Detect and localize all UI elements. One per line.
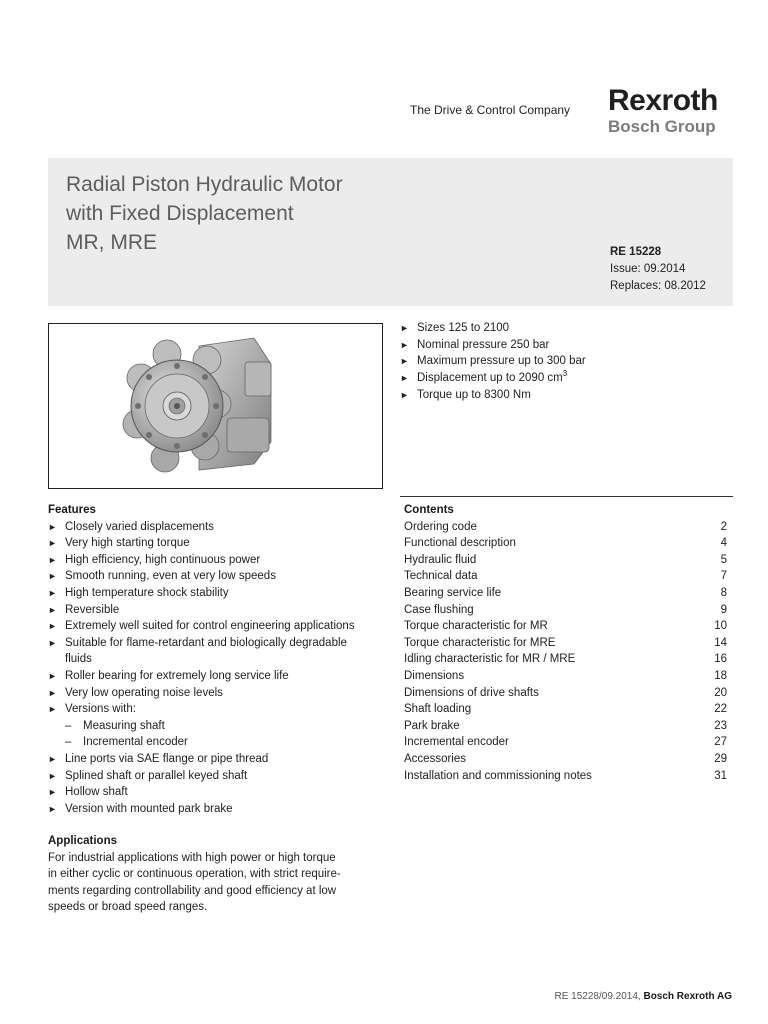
feature-item: ► Reversible	[48, 602, 388, 619]
dash-icon: –	[65, 736, 72, 749]
bullet-arrow-icon: ►	[48, 770, 57, 781]
bullet-arrow-icon: ►	[48, 538, 57, 549]
applications-section	[48, 833, 388, 916]
feature-subitem: – Measuring shaft	[48, 718, 388, 735]
applications-text	[48, 850, 388, 916]
feature-item: ► Smooth running, even at very low speeds	[48, 568, 388, 585]
toc-entry[interactable]	[400, 685, 733, 702]
bullet-arrow-icon: ►	[48, 637, 57, 648]
table-of-contents	[400, 496, 733, 784]
toc-entry[interactable]	[400, 768, 733, 785]
spec-item: ► Sizes 125 to 2100	[400, 320, 586, 337]
toc-entry[interactable]	[400, 602, 733, 619]
bullet-arrow-icon: ►	[48, 753, 57, 764]
toc-page-number: 2	[720, 520, 727, 533]
document-title	[66, 170, 343, 257]
bullet-arrow-icon: ►	[48, 803, 57, 814]
toc-label: Bearing service life	[404, 586, 502, 599]
bullet-arrow-icon: ►	[48, 554, 57, 565]
spec-item: ► Torque up to 8300 Nm	[400, 387, 586, 404]
toc-entry[interactable]	[400, 585, 733, 602]
features-heading: Features	[48, 504, 96, 516]
re-number: RE 15228	[610, 246, 662, 258]
features-section	[48, 502, 388, 817]
toc-entry[interactable]	[400, 535, 733, 552]
toc-label: Accessories	[404, 752, 466, 765]
toc-label: Torque characteristic for MR	[404, 620, 548, 633]
feature-item: ► Version with mounted park brake	[48, 801, 388, 818]
feature-subitem: – Incremental encoder	[48, 734, 388, 751]
applications-line: ments regarding controllability and good efficiency at low	[48, 884, 337, 897]
bullet-arrow-icon: ►	[48, 587, 57, 598]
feature-item: ► Line ports via SAE flange or pipe thread	[48, 751, 388, 768]
feature-item: ► Very low operating noise levels	[48, 685, 388, 702]
title-box	[48, 158, 733, 306]
toc-label: Idling characteristic for MR / MRE	[404, 653, 576, 666]
product-image	[48, 323, 383, 489]
bullet-arrow-icon: ►	[400, 373, 409, 384]
toc-label: Dimensions	[404, 669, 465, 682]
feature-item: ► Closely varied displacements	[48, 519, 388, 536]
bullet-arrow-icon: ►	[400, 339, 409, 350]
bullet-arrow-icon: ►	[48, 687, 57, 698]
feature-item: ► Suitable for flame-retardant and biologically degradable	[48, 635, 388, 652]
brand-group: Bosch Group	[608, 117, 716, 136]
toc-page-number: 8	[720, 586, 727, 599]
applications-heading: Applications	[48, 835, 118, 847]
toc-page-number: 27	[714, 736, 727, 749]
toc-entry[interactable]	[400, 718, 733, 735]
toc-page-number: 29	[714, 752, 727, 765]
toc-page-number: 23	[714, 719, 727, 732]
feature-item: ► Roller bearing for extremely long service life	[48, 668, 388, 685]
toc-entry[interactable]	[400, 701, 733, 718]
toc-label: Dimensions of drive shafts	[404, 686, 539, 699]
feature-item: ► High temperature shock stability	[48, 585, 388, 602]
hydraulic-motor-illustration	[49, 324, 382, 488]
applications-line: speeds or broad speed ranges.	[48, 901, 208, 914]
feature-item: ► Extremely well suited for control engineering applications	[48, 618, 388, 635]
applications-line: in either cyclic or continuous operation, with strict require-	[48, 868, 341, 881]
toc-label: Technical data	[404, 570, 478, 583]
toc-page-number: 5	[720, 553, 727, 566]
toc-label: Case flushing	[404, 603, 474, 616]
bullet-arrow-icon: ►	[400, 323, 409, 333]
spec-item: ► Displacement up to 2090 $cm^3$	[400, 370, 586, 387]
title-line-1: Radial Piston Hydraulic Motor	[66, 173, 343, 196]
tagline: The Drive & Control Company	[410, 103, 571, 117]
dash-icon: –	[65, 719, 72, 732]
bullet-arrow-icon: ►	[400, 356, 409, 367]
toc-label: Incremental encoder	[404, 736, 509, 749]
title-line-2: with Fixed Displacement	[66, 202, 294, 225]
toc-page-number: 31	[714, 769, 727, 782]
toc-label: Installation and commissioning notes	[404, 769, 592, 782]
bullet-arrow-icon: ►	[48, 521, 57, 532]
bullet-arrow-icon: ►	[400, 389, 409, 400]
toc-page-number: 14	[714, 636, 727, 649]
document-info	[610, 244, 706, 295]
toc-page-number: 7	[720, 570, 727, 583]
toc-entry[interactable]	[400, 651, 733, 668]
spec-item: ► Nominal pressure 250 bar	[400, 337, 586, 354]
toc-entry[interactable]	[400, 635, 733, 652]
title-line-3: MR, MRE	[66, 231, 157, 254]
contents-heading: Contents	[404, 504, 454, 516]
issue-date: Issue: 09.2014	[610, 263, 686, 275]
bullet-arrow-icon: ►	[48, 670, 57, 681]
toc-entry[interactable]	[400, 751, 733, 768]
rexroth-logo	[608, 86, 718, 135]
toc-page-number: 10	[714, 620, 727, 633]
feature-item: ► Versions with:	[48, 701, 388, 718]
bullet-arrow-icon: ►	[48, 704, 57, 715]
applications-line: For industrial applications with high power or high torque	[48, 851, 336, 864]
feature-item-continuation: fluids	[65, 653, 92, 666]
toc-page-number: 16	[714, 653, 727, 666]
toc-label: Torque characteristic for MRE	[404, 636, 556, 649]
toc-entry[interactable]	[400, 519, 733, 536]
bullet-arrow-icon: ►	[48, 621, 57, 632]
toc-entry[interactable]	[400, 618, 733, 635]
superscript: 3	[562, 369, 568, 379]
toc-page-number: 18	[714, 669, 727, 682]
footer-doc-ref: RE 15228/09.2014,	[554, 991, 641, 1002]
toc-page-number: 20	[714, 686, 727, 699]
replaces-date: Replaces: 08.2012	[610, 280, 706, 292]
feature-item: ► Splined shaft or parallel keyed shaft	[48, 768, 388, 785]
footer-company: Bosch Rexroth AG	[643, 991, 732, 1002]
features-list	[48, 519, 388, 818]
page-footer	[555, 991, 733, 1002]
toc-label: Hydraulic fluid	[404, 553, 477, 566]
toc-entry[interactable]	[400, 734, 733, 751]
toc-page-number: 22	[714, 703, 727, 716]
feature-item: ► Hollow shaft	[48, 784, 388, 801]
feature-item: ► High efficiency, high continuous power	[48, 552, 388, 569]
toc-label: Park brake	[404, 719, 460, 732]
toc-label: Functional description	[404, 537, 516, 550]
toc-label: Shaft loading	[404, 703, 472, 716]
toc-label: Ordering code	[404, 520, 477, 533]
toc-entry[interactable]	[400, 568, 733, 585]
toc-page-number: 9	[720, 603, 727, 616]
toc-page-number: 4	[720, 537, 727, 550]
bullet-arrow-icon: ►	[48, 787, 57, 798]
toc-entry[interactable]	[400, 668, 733, 685]
bullet-arrow-icon: ►	[48, 571, 57, 582]
feature-item: ► Very high starting torque	[48, 535, 388, 552]
brand-name: Rexroth	[608, 84, 718, 117]
bullet-arrow-icon: ►	[48, 604, 57, 615]
spec-item: ► Maximum pressure up to 300 bar	[400, 353, 586, 370]
toc-entry[interactable]	[400, 552, 733, 569]
key-specs-list	[400, 320, 586, 404]
